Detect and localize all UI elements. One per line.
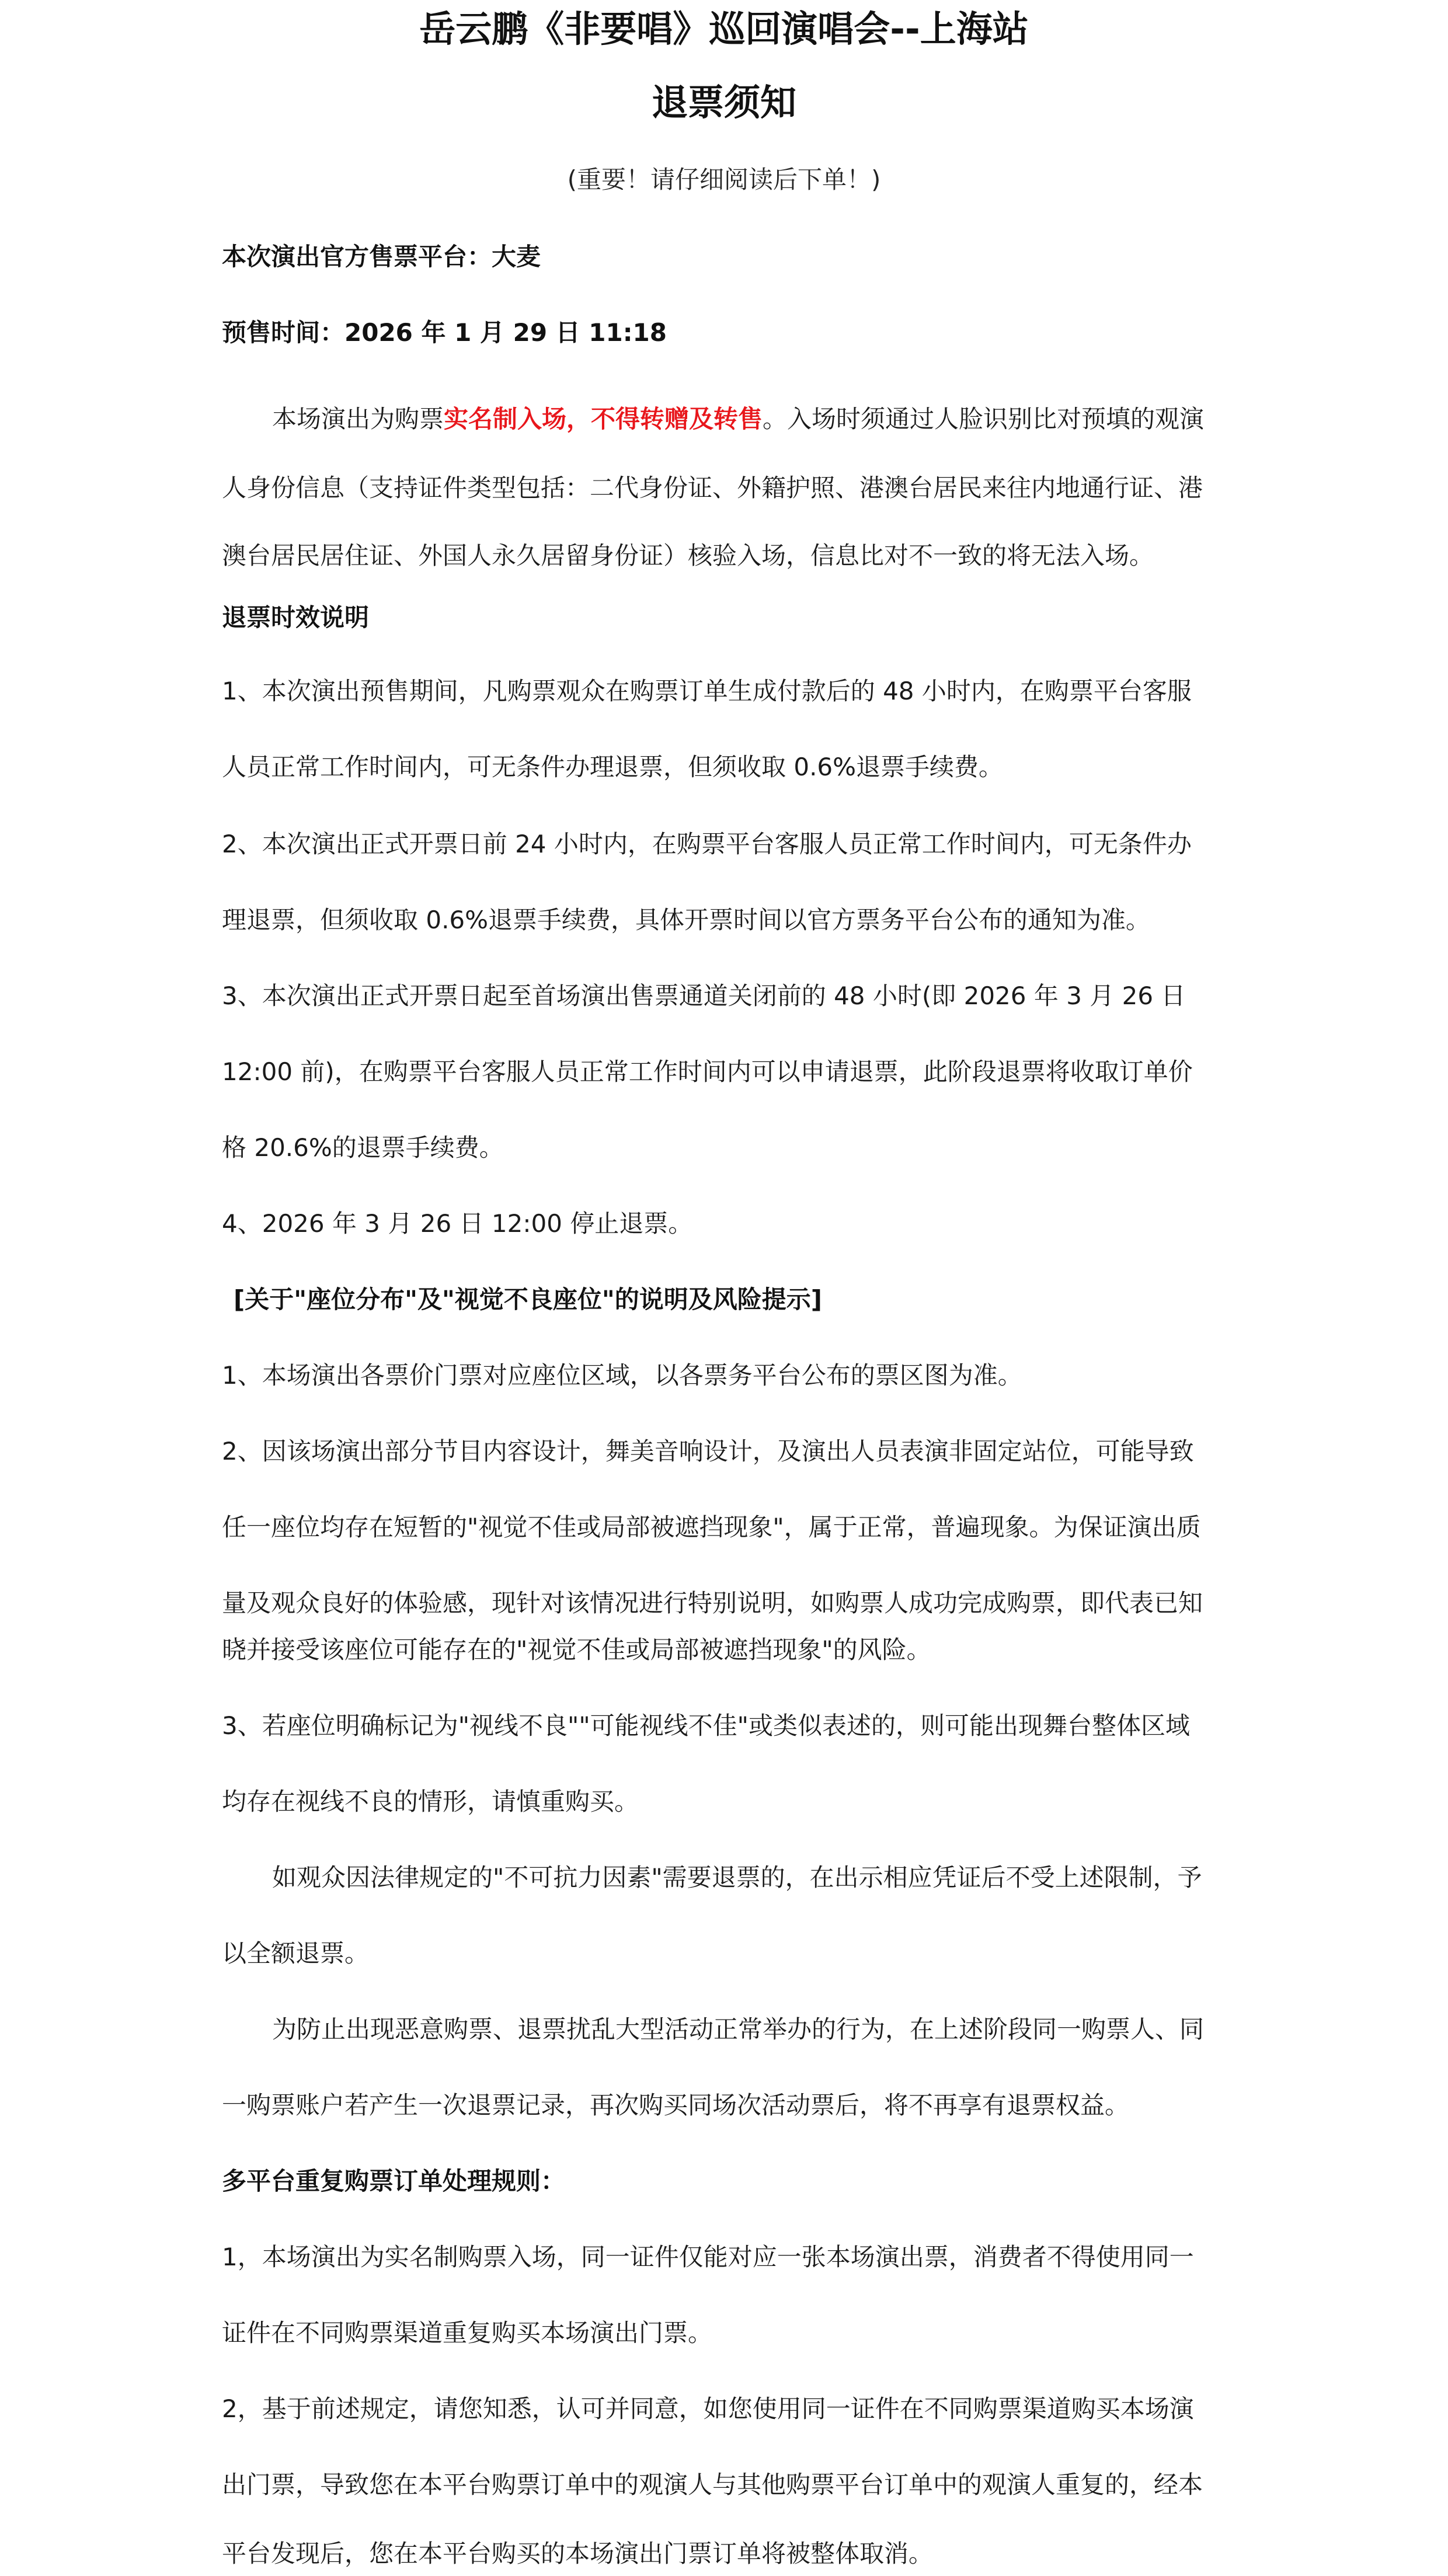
intro-prefix: 本场演出为购票 (272, 405, 444, 433)
seating-item-2-line-2: 任一座位均存在短暂的"视觉不佳或局部被遮挡现象"，属于正常，普遍现象。为保证演出质 (222, 1513, 1201, 1541)
refund-timing-item-2-line-1: 2、本次演出正式开票日前 24 小时内，在购票平台客服人员正常工作时间内，可无条件办 (222, 830, 1192, 858)
real-name-warning: 实名制入场，不得转赠及转售 (444, 405, 763, 433)
refund-timing-item-1-line-2: 人员正常工作时间内，可无条件办理退票，但须收取 0.6%退票手续费。 (222, 753, 1004, 781)
refund-timing-heading: 退票时效说明 (222, 603, 370, 632)
multi-platform-item-1-line-1: 1，本场演出为实名制购票入场，同一证件仅能对应一张本场演出票，消费者不得使用同一 (222, 2243, 1194, 2271)
multi-platform-item-1-line-2: 证件在不同购票渠道重复购买本场演出门票。 (222, 2319, 713, 2347)
seating-item-3-line-2: 均存在视线不良的情形，请慎重购买。 (222, 1787, 639, 1816)
event-title: 岳云鹏《非要唱》巡回演唱会--上海站 (419, 8, 1029, 50)
seating-item-2-line-3: 量及观众良好的体验感，现针对该情况进行特别说明，如购票人成功完成购票，即代表已知 (222, 1589, 1203, 1617)
multi-platform-item-2-line-2: 出门票，导致您在本平台购票订单中的观演人与其他购票平台订单中的观演人重复的，经本 (222, 2470, 1203, 2499)
seating-item-1: 1、本场演出各票价门票对应座位区域，以各票务平台公布的票区图为准。 (222, 1361, 1022, 1390)
refund-timing-item-2-line-2: 理退票，但须收取 0.6%退票手续费，具体开票时间以官方票务平台公布的通知为准。 (222, 906, 1151, 934)
refund-timing-item-3-line-3: 格 20.6%的退票手续费。 (222, 1133, 504, 1162)
intro-suffix: 。入场时须通过人脸识别比对预填的观演 (763, 405, 1205, 433)
anti-abuse-line-1: 为防止出现恶意购票、退票扰乱大型活动正常举办的行为，在上述阶段同一购票人、同 (272, 2015, 1205, 2044)
anti-abuse-line-2: 一购票账户若产生一次退票记录，再次购买同场次活动票后，将不再享有退票权益。 (222, 2091, 1130, 2119)
intro-paragraph-line-2: 人身份信息（支持证件类型包括：二代身份证、外籍护照、港澳台居民来往内地通行证、港 (222, 474, 1203, 502)
read-carefully-note: (重要！请仔细阅读后下单！) (567, 165, 881, 194)
refund-timing-item-4: 4、2026 年 3 月 26 日 12:00 停止退票。 (222, 1209, 693, 1238)
force-majeure-line-2: 以全额退票。 (222, 1939, 370, 1968)
multi-platform-item-2-line-1: 2，基于前述规定，请您知悉，认可并同意，如您使用同一证件在不同购票渠道购买本场演 (222, 2394, 1194, 2423)
seating-item-2-line-4: 晓并接受该座位可能存在的"视觉不佳或局部被遮挡现象"的风险。 (222, 1635, 931, 1664)
seating-item-2-line-1: 2、因该场演出部分节目内容设计，舞美音响设计，及演出人员表演非固定站位，可能导致 (222, 1437, 1194, 1465)
multi-platform-item-2-line-3: 平台发现后，您在本平台购买的本场演出门票订单将被整体取消。 (222, 2539, 934, 2568)
refund-timing-item-1-line-1: 1、本次演出预售期间，凡购票观众在购票订单生成付款后的 48 小时内，在购票平台客服 (222, 677, 1192, 705)
refund-timing-item-3-line-2: 12:00 前)，在购票平台客服人员正常工作时间内可以申请退票，此阶段退票将收取订单价 (222, 1057, 1193, 1086)
seating-heading: [关于"座位分布"及"视觉不良座位"的说明及风险提示] (234, 1285, 822, 1314)
refund-timing-item-3-line-1: 3、本次演出正式开票日起至首场演出售票通道关闭前的 48 小时(即 2026 年 3 月 26 日 (222, 981, 1186, 1010)
notice-title: 退票须知 (651, 81, 796, 124)
seating-item-3-line-1: 3、若座位明确标记为"视线不良""可能视线不佳"或类似表述的，则可能出现舞台整体区域 (222, 1711, 1190, 1740)
intro-paragraph-line-1 (272, 402, 1300, 437)
ticket-platform-info: 本次演出官方售票平台：大麦 (222, 242, 541, 271)
multi-platform-heading: 多平台重复购票订单处理规则： (222, 2167, 566, 2195)
intro-paragraph-line-3: 澳台居民居住证、外国人永久居留身份证）核验入场，信息比对不一致的将无法入场。 (222, 541, 1154, 570)
presale-time-info: 预售时间：2026 年 1 月 29 日 11:18 (222, 318, 667, 347)
force-majeure-line-1: 如观众因法律规定的"不可抗力因素"需要退票的，在出示相应凭证后不受上述限制，予 (272, 1863, 1202, 1892)
